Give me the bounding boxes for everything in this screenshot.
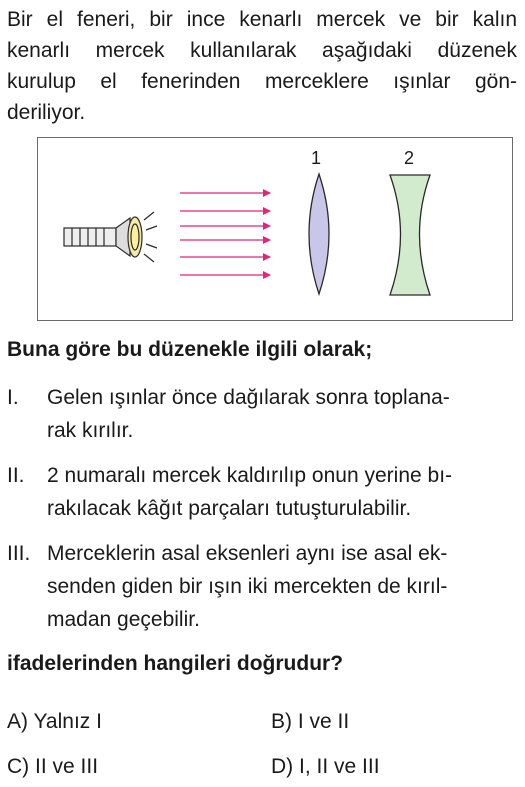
statement-line: Gelen ışınlar önce dağılarak sonra toplana- bbox=[47, 386, 450, 409]
convex-lens bbox=[309, 174, 329, 294]
setup-figure bbox=[37, 137, 513, 321]
statement-line: Merceklerin asal eksenleri aynı ise asal ek- bbox=[47, 542, 448, 565]
question-stem: Buna göre bu düzenekle ilgili olarak; bbox=[7, 338, 373, 361]
statement-line: madan geçebilir. bbox=[47, 608, 200, 631]
option-text: II ve III bbox=[35, 755, 99, 778]
statement-line: 2 numaralı mercek kaldırılıp onun yerine bı- bbox=[47, 464, 453, 487]
lens-2-label: 2 bbox=[404, 148, 415, 168]
intro-line: kenarlı mercek kullanılarak aşağıdaki düzenek bbox=[7, 39, 517, 62]
option-b[interactable] bbox=[271, 710, 349, 734]
statement-3 bbox=[7, 537, 517, 636]
option-a[interactable] bbox=[7, 710, 102, 734]
option-text: Yalnız I bbox=[33, 710, 102, 733]
lens-1-label: 1 bbox=[311, 148, 322, 168]
question-closing: ifadelerinden hangileri doğrudur? bbox=[7, 652, 344, 675]
statement-number: I. bbox=[7, 386, 19, 409]
intro-paragraph bbox=[7, 4, 517, 128]
statement-line: rak kırılır. bbox=[47, 419, 134, 442]
option-letter: C) bbox=[7, 755, 30, 778]
option-d[interactable] bbox=[271, 755, 380, 779]
statement-line: rakılacak kâğıt parçaları tutuşturulabilir. bbox=[47, 497, 412, 520]
option-letter: D) bbox=[271, 755, 294, 778]
statement-1 bbox=[7, 381, 517, 447]
statement-number: III. bbox=[7, 542, 31, 565]
intro-line: Bir el feneri, bir ince kenarlı mercek ve bir kalın bbox=[7, 8, 517, 31]
setup-diagram bbox=[38, 138, 514, 322]
statement-number: II. bbox=[7, 464, 25, 487]
intro-line: deriliyor. bbox=[7, 101, 86, 124]
statement-2 bbox=[7, 459, 517, 525]
intro-line: kurulup el fenerinden merceklere ışınlar gön- bbox=[7, 70, 517, 93]
option-text: I, II ve III bbox=[299, 755, 380, 778]
option-c[interactable] bbox=[7, 755, 98, 779]
statement-line: senden giden bir ışın iki mercekten de kırıl- bbox=[47, 575, 448, 598]
concave-lens bbox=[390, 175, 430, 295]
option-letter: A) bbox=[7, 710, 28, 733]
option-letter: B) bbox=[271, 710, 292, 733]
option-text: I ve II bbox=[297, 710, 350, 733]
flashlight-icon bbox=[64, 212, 157, 262]
